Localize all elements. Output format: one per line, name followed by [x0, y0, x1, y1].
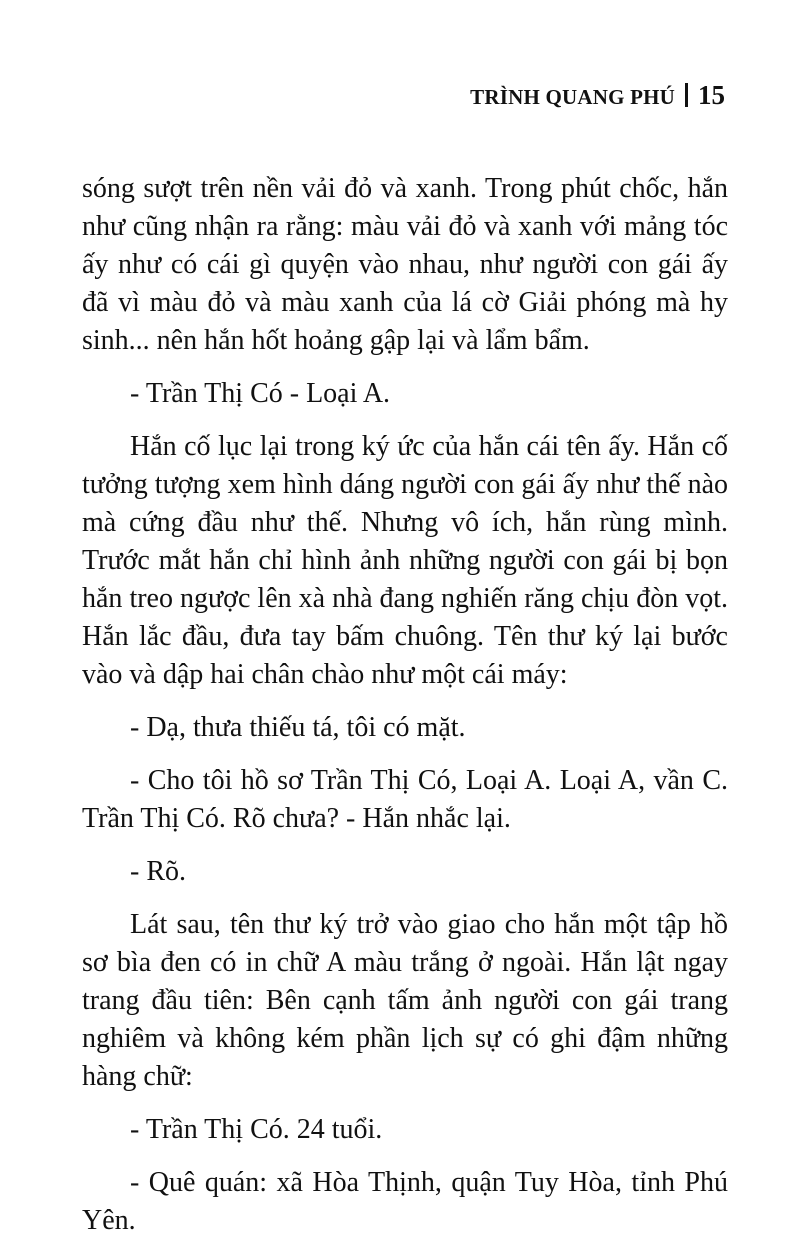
dialogue-line: - Trần Thị Có - Loại A. — [130, 378, 391, 409]
record-line: - Trần Thị Có. 24 tuổi. — [130, 1114, 383, 1145]
record-line: - Quê quán: xã Hòa Thịnh, quận Tuy Hòa, tỉnh Phú Yên. — [82, 1167, 728, 1236]
dialogue-line: - Rõ. — [130, 856, 186, 887]
running-header — [470, 80, 725, 111]
paragraph-continuation: sóng sượt trên nền vải đỏ và xanh. Trong phút chốc, hắn như cũng nhận ra rằng: màu vải đỏ và xanh với mảng tóc ấy như có cái gì quyện vào nhau, như người con gái ấy đã vì màu đỏ và màu xanh của lá cờ Giải phóng mà hy sinh... nên hắn hốt hoảng gập lại và lẩm bẩm. — [82, 173, 728, 356]
paragraph: Hắn cố lục lại trong ký ức của hắn cái tên ấy. Hắn cố tưởng tượng xem hình dáng người con gái ấy như thế nào mà cứng đầu như thế. Nhưng vô ích, hắn rùng mình. Trước mắt hắn chỉ hình ảnh những người con gái bị bọn hắn treo ngược lên xà nhà đang nghiến răng chịu đòn vọt. Hắn lắc đầu, đưa tay bấm chuông. Tên thư ký lại bước vào và dập hai chân chào như một cái máy: — [82, 431, 728, 690]
header-divider — [685, 83, 688, 107]
header-author: TRÌNH QUANG PHÚ — [470, 85, 675, 109]
dialogue-line: - Cho tôi hồ sơ Trần Thị Có, Loại A. Loại A, vần C. Trần Thị Có. Rõ chưa? - Hắn nhắc lại. — [82, 765, 728, 834]
dialogue-line: - Dạ, thưa thiếu tá, tôi có mặt. — [130, 712, 466, 743]
page-number: 15 — [698, 80, 725, 110]
paragraph: Lát sau, tên thư ký trở vào giao cho hắn một tập hồ sơ bìa đen có in chữ A màu trắng ở ngoài. Hắn lật ngay trang đầu tiên: Bên cạnh tấm ảnh người con gái trang nghiêm và không kém phần lịch sự có ghi đậm những hàng chữ: — [82, 909, 728, 1092]
body-text — [82, 170, 728, 1240]
